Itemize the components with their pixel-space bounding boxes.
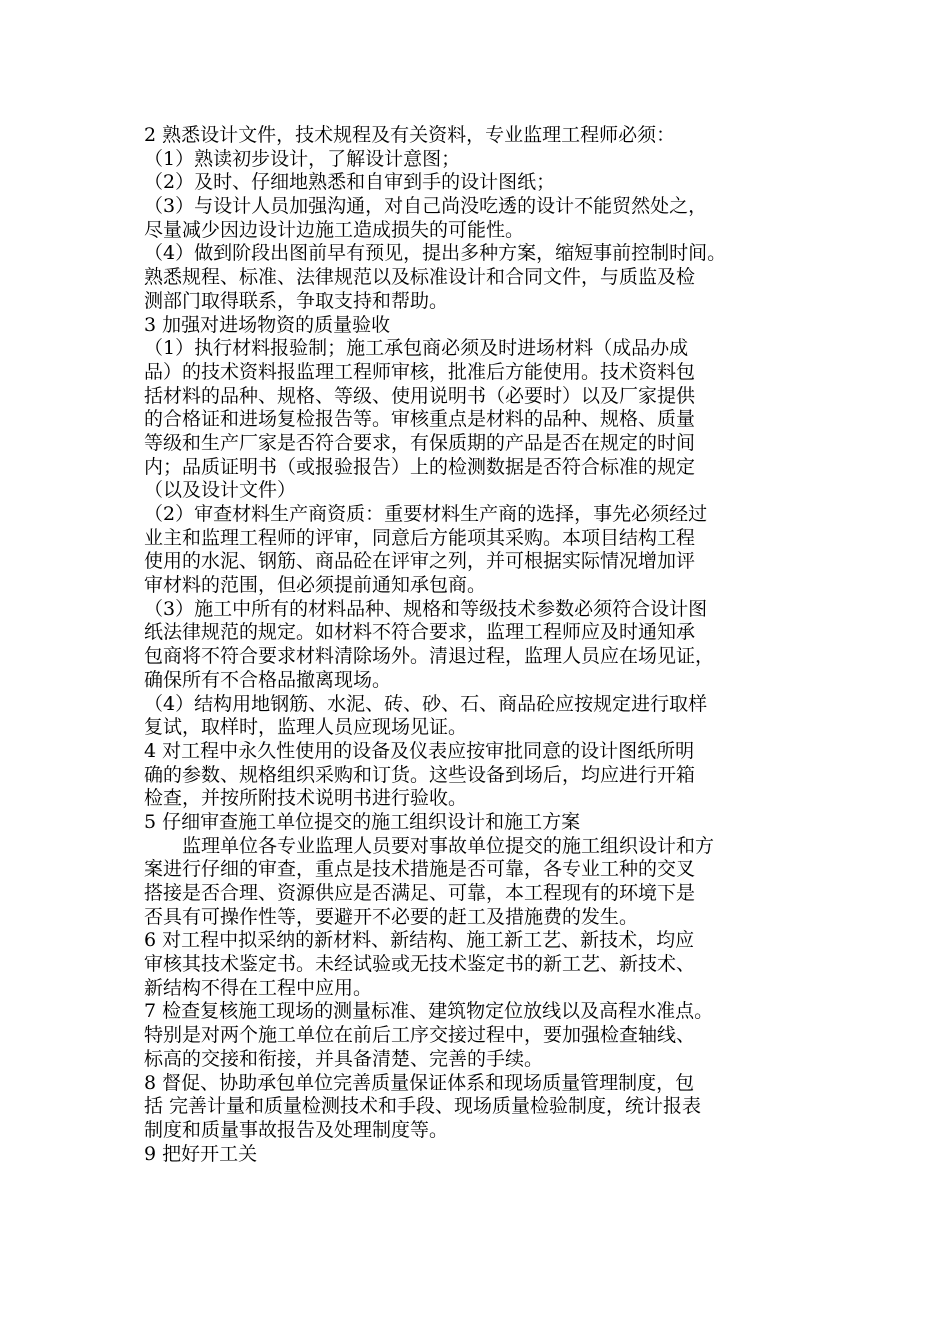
text-line: 括材料的品种、规格、等级、使用说明书（必要时）以及厂家提供: [144, 384, 696, 407]
text-line: （4）做到阶段出图前早有预见，提出多种方案，缩短事前控制时间。: [144, 242, 727, 265]
text-line: （以及设计文件）: [144, 479, 297, 502]
text-line: （2）及时、仔细地熟悉和自审到手的设计图纸；: [144, 171, 556, 194]
text-line: 测部门取得联系，争取支持和帮助。: [144, 289, 449, 312]
text-line: 审核其技术鉴定书。未经试验或无技术鉴定书的新工艺、新技术、: [144, 953, 696, 976]
text-line: 内；品质证明书（或报验报告）上的检测数据是否符合标准的规定: [144, 455, 696, 478]
text-line: 复试，取样时，监理人员应现场见证。: [144, 716, 468, 739]
text-line: 特别是对两个施工单位在前后工序交接过程中，要加强检查轴线、: [144, 1024, 696, 1047]
text-line: （3）与设计人员加强沟通，对自己尚没吃透的设计不能贸然处之，: [144, 195, 708, 218]
text-line: 标高的交接和衔接，并具备清楚、完善的手续。: [144, 1047, 544, 1070]
text-line: （1）执行材料报验制；施工承包商必须及时进场材料（成品办成: [144, 337, 689, 360]
text-line: 2 熟悉设计文件，技术规程及有关资料，专业监理工程师必须：: [144, 124, 676, 146]
text-line: 9 把好开工关: [144, 1142, 258, 1165]
text-line: 检查，并按所附技术说明书进行验收。: [144, 787, 468, 810]
text-line: 搭接是否合理、资源供应是否满足、可靠，本工程现有的环境下是: [144, 882, 696, 904]
text-line: 新结构不得在工程中应用。: [144, 976, 373, 999]
text-line: 括 完善计量和质量检测技术和手段、现场质量检验制度，统计报表: [144, 1095, 702, 1118]
text-line: 否具有可操作性等，要避开不必要的赶工及措施费的发生。: [144, 905, 639, 928]
text-line: 纸法律规范的规定。如材料不符合要求，监理工程师应及时通知承: [144, 621, 696, 644]
text-line: （4）结构用地钢筋、水泥、砖、砂、石、商品砼应按规定进行取样: [144, 692, 708, 715]
text-line: （1）熟读初步设计，了解设计意图；: [144, 147, 461, 170]
text-line: 品）的技术资料报监理工程师审核，批准后方能使用。技术资料包: [144, 360, 696, 383]
text-line: 确的参数、规格组织采购和订货。这些设备到场后，均应进行开箱: [144, 763, 696, 786]
text-line: 7 检查复核施工现场的测量标准、建筑物定位放线以及高程水准点。: [144, 1000, 714, 1023]
document-page: [144, 124, 824, 1166]
text-line: 案进行仔细的审查，重点是技术措施是否可靠，各专业工种的交叉: [144, 858, 696, 881]
text-line: （2）审查材料生产商资质：重要材料生产商的选择，事先必须经过: [144, 503, 708, 525]
text-line: 6 对工程中拟采纳的新材料、新结构、施工新工艺、新技术，均应: [144, 929, 695, 952]
text-line: 使用的水泥、钢筋、商品砼在评审之列，并可根据实际情况增加评: [144, 550, 696, 573]
text-line: 审材料的范围，但必须提前通知承包商。: [144, 574, 487, 597]
text-line: 3 加强对进场物资的质量验收: [144, 313, 391, 336]
text-line: 监理单位各专业监理人员要对事故单位提交的施工组织设计和方: [144, 834, 715, 857]
text-line: 包商将不符合要求材料清除场外。清退过程，监理人员应在场见证，: [144, 645, 715, 668]
text-line: 业主和监理工程师的评审，同意后方能项其采购。本项目结构工程: [144, 526, 696, 549]
text-line: 8 督促、协助承包单位完善质量保证体系和现场质量管理制度，包: [144, 1071, 695, 1094]
text-line: 4 对工程中永久性使用的设备及仪表应按审批同意的设计图纸所明: [144, 739, 695, 762]
text-line: 5 仔细审查施工单位提交的施工组织设计和施工方案: [144, 810, 581, 833]
text-line: 等级和生产厂家是否符合要求，有保质期的产品是否在规定的时间: [144, 431, 696, 454]
text-line: 尽量减少因边设计边施工造成损失的可能性。: [144, 218, 525, 241]
text-line: 熟悉规程、标准、法律规范以及标准设计和合同文件，与质监及检: [144, 266, 696, 289]
text-line: 的合格证和进场复检报告等。审核重点是材料的品种、规格、质量: [144, 408, 696, 431]
text-line: 确保所有不合格品撤离现场。: [144, 668, 392, 691]
text-line: 制度和质量事故报告及处理制度等。: [144, 1118, 449, 1141]
text-line: （3）施工中所有的材料品种、规格和等级技术参数必须符合设计图: [144, 597, 708, 620]
